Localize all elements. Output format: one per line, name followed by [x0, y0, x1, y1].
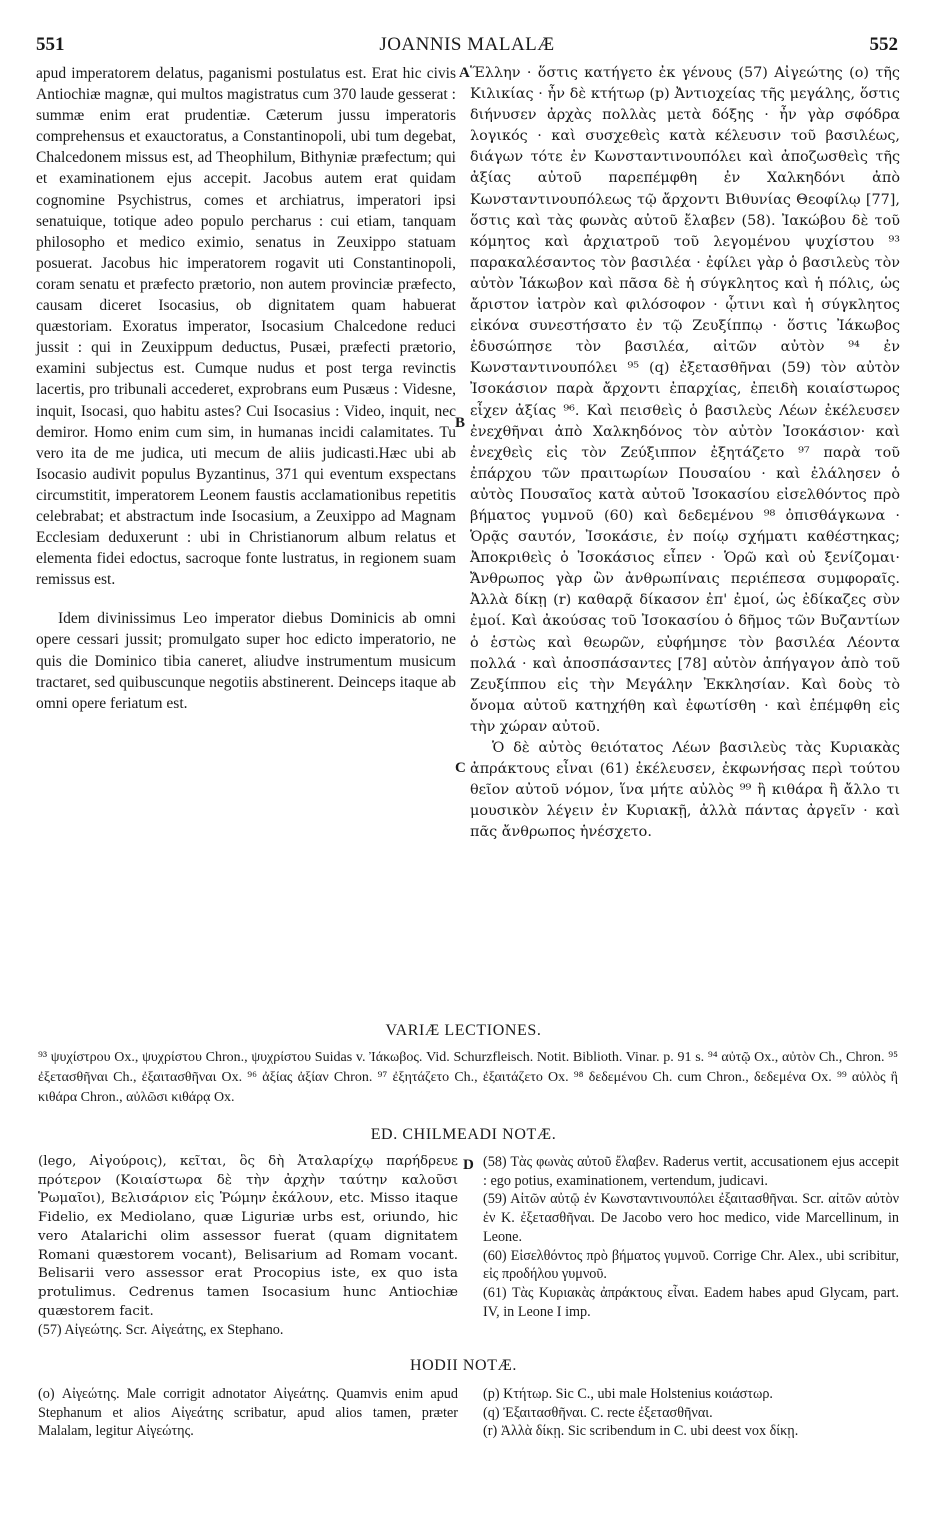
hodii-notes-left — [38, 1385, 458, 1441]
greek-column — [470, 63, 900, 843]
greek-paragraph: Ἕλλην · ὅστις κατήγετο ἐκ γένους (57) Αἰγεώτης (o) τῆς Κιλικίας · ἦν δὲ κτήτωρ (p) Ἀντιοχείας τῆς μεγάλης, ὅστις διήνυσεν ἀρχὰς πολλὰς μετὰ δόξης · ἦν γὰρ σφόδρα λογικός · καὶ συσχεθεὶς κατὰ κέλευσιν τοῦ βασιλέως, διάγων τότε ἐν Κωνσταντινουπόλει καὶ ἀποζωσθεὶς τῆς ἀξίας αὐτοῦ παρεπέμφθη ἐν Χαλκηδόνι ἀπὸ Κωνσταντινουπόλεως τῷ ἄρχοντι Βιθυνίας Θεοφίλῳ [77], ὅστις καὶ τὰς φωνὰς αὐτοῦ ἔλαβεν (58). Ἰακώβου δὲ τοῦ κόμητος καὶ ἀρχιατροῦ τοῦ λεγομένου ψυχίστου ⁹³ παρακαλέσαντος τὸν βασιλέα · ἐφίλει γὰρ ὁ βασιλεὺς τὸν αὐτὸν Ἰάκωβον καὶ πᾶσα δὲ ἡ σύγκλητος καὶ ἡ πόλις, ὡς ἄριστον ἰατρὸν καὶ φιλόσοφον · ᾧτινι καὶ ἡ σύγκλητος εἰκόνα συνεστήσατο ἐν τῷ Ζευξίππῳ · ὅστις Ἰάκωβος ἐδυσώπησε τὸν βασιλέα, αἰτῶν αὐτὸν ⁹⁴ ἐν Κωνσταντινουπόλει ⁹⁵ (q) ἐξετασθῆναι (59) τὸν αὐτὸν Ἰσοκάσιον παρὰ ἄρχοντι ἐπαρχίας, ἐπειδὴ κοιαίστωρος εἶχεν ἀξίας ⁹⁶. Καὶ πεισθεὶς ὁ βασιλεὺς Λέων ἐκέλευσεν ἐνεχθῆναι ἀπὸ Χαλκηδόνος τὸν αὐτὸν Ἰσοκάσιον· καὶ ἐνεχθεὶς εἰς τὸν Ζεύξιππον ἐξητάζετο ⁹⁷ παρὰ τοῦ ἐπάρχου τῶν πραιτωρίων Πουσαίου · καὶ ἐλάλησεν ὁ αὐτὸς Πουσαῖος κατὰ αὐτοῦ Ἰσοκασίου εἰσελθόντος πρὸ βήματος γυμνοῦ (60) καὶ δεδεμένου ⁹⁸ ὀπισθάγκωνα · Ὁρᾷς σαυτόν, Ἰσοκάσιε, ἐν ποίῳ σχήματι καθέστηκας; Ἀποκριθεὶς ὁ Ἰσοκάσιος εἶπεν · Ὁρῶ καὶ οὐ ξενίζομαι· Ἄνθρωπος γὰρ ὢν ἀνθρωπίναις περιέπεσα συμφοραῖς. Ἀλλὰ δίκῃ (r) καθαρᾷ δίκασον ἐπ' ἐμοί, ὡς ἐδίκαζες σὺν ἐμοί. Καὶ ἀκούσας τοῦ Ἰσοκασίου ὁ δῆμος τῶν Βυζαντίων ὁ ἑστὼς καὶ θεωρῶν, εὐφήμησε τὸν βασιλέα Λέοντα πολλά · καὶ ἀποσπάσαντες [78] αὐτὸν ἀπήγαγον ἀπὸ τοῦ Ζευξίππου εἰς τὴν Μεγάλην Ἐκκλησίαν. Καὶ δοὺς τὸ ὄνομα αὐτοῦ κατηχήθη καὶ ἐφωτίσθη · καὶ ἐπέμφθη εἰς τὴν χώραν αὐτοῦ. — [470, 65, 900, 735]
note-paragraph: (61) Τὰς Κυριακὰς ἀπράκτους εἶναι. Eadem habes apud Glycam, part. IV, in Leone I imp. — [483, 1284, 899, 1320]
note-paragraph: (p) Κτήτωρ. Sic C., ubi male Holstenius κοιάστωρ. — [483, 1386, 773, 1402]
latin-column — [36, 63, 456, 714]
note-paragraph: (o) Αἰγεώτης. Male corrigit adnotator Αἰγεάτης. Quamvis enim apud Stephanum et alios Αἰγεάτης scribatur, apud alios tamen, præter Malalam, legitur Αἰγεώτης. — [38, 1386, 458, 1440]
note-paragraph: (59) Αἰτῶν αὐτῷ ἐν Κωνσταντινουπόλει ἐξαιτασθῆναι. Scr. αἰτῶν αὐτὸν ἐν Κ. ἐξετασθῆναι. De Jacobo vero hoc medico, vide Marcellinum, in Leone. — [483, 1191, 899, 1245]
greek-paragraph: Ὁ δὲ αὐτὸς θειότατος Λέων βασιλεὺς τὰς Κυριακὰς ἀπράκτους εἶναι (61) ἐκέλευσεν, ἐκφωνήσας περὶ τούτου θεῖον αὐτοῦ νόμον, ἵνα μήτε αὐλὸς ⁹⁹ ἢ κιθάρα ἢ ἄλλο τι μουσικὸν λέγειν ἐν Κυριακῇ, ἀλλὰ πάντας ἀργεῖν · καὶ πᾶς ἄνθρωπος ἡνέσχετο. — [470, 740, 900, 841]
chilmead-notes-heading: ED. CHILMEADI NOTÆ. — [370, 1126, 557, 1143]
chilmead-notes-right — [483, 1153, 899, 1321]
margin-letter-c: C — [455, 760, 466, 776]
latin-paragraph: apud imperatorem delatus, paganismi postulatus est. Erat hic civis Antiochiæ magnæ, qui multos magistratus cum 370 laude gesserat : summæ enim erat prudentiæ. Cæterum jussu imperatoris comprehensus et exauctoratus, a Constantinopoli, ubi tum degebat, Chalcedonem missus est, ad Theophilum, Bithyniæ præfectum; qui et examinationem ejus accepit. Jacobus autem erat quidam cognomine Psychistrus, comes et archiatrus, imperatori ipsi senatuique, totique adeo populo percharus : cui etiam, tanquam philosopho et medico eximio, senatus in Zeuxippo statuam posuerat. Jacobus hic imperatorem rogavit uti Constantinopoli, coram senatu et præfecto prætorio, non autem provinciæ præfecto, causam diceret Isocasius, ob dignitatem quam habuerat quæstoriam. Exoratus imperator, Isocasium Chalcedone reduci jussit : qui in Zeuxippum deductus, Pusæi, præfecti prætorio, examini subjectus est. Cumque nudus et post terga revinctis lacertis, pro tribunali accederet, exprobrans eum Pusæus : Videsne, inquit, Isocasi, quo habitu astes? Cui Isocasius : Video, inquit, nec demiror. Homo enim cum sim, in humanas incidi calamitates. Tu vero ita de me judica, uti mecum de aliis judicasti.Hæc ubi ab Isocasio audivit populus Byzantinus, 371 qui eventum exspectans circumstitit, imperatorem Leonem faustis acclamationibus repetitis celebrabat; et abstractum inde Isocasium, a Zeuxippo ad Magnam Ecclesiam deduxerunt : ubi in Christianorum album relatus et elementa fidei edoctus, sacroque fonte lustratus, in regionem suam remissus est. — [36, 65, 456, 589]
note-paragraph: (58) Τὰς φωνὰς αὐτοῦ ἔλαβεν. Raderus vertit, accusationem ejus accepit : ego potius, examinationem, vertendum, judicavi. — [483, 1154, 899, 1189]
hodii-notes-right — [483, 1385, 899, 1441]
margin-letter-a: A — [459, 65, 470, 81]
note-paragraph: (lego, Αἰγούροις), κεῖται, ὃς δὴ Ἀταλαρίχῳ παρήδρευε πρότερον (Κοιαίστωρα δὲ τὴν ἀρχὴν ταύτην καλοῦσι Ῥωμαῖοι), Βελισάριον εἰς Ῥώμην ἐκάλουν, etc. Misso itaque Fidelio, ex Mediolano, quæ Liguriæ urbs est, oriundo, hic vero Atalarichi olim assessor fuerat (quam dignitatem Romani quæstorem vocant), Belisarium ad Romam vocant. Belisarii vero assessor erat Procopius iste, ex quo ista protulimus. Cedrenus tamen Isocasium hunc Antiochiæ quæstorem facit. — [38, 1154, 458, 1319]
page-number-right: 552 — [869, 34, 898, 55]
note-paragraph: (q) Ἐξαιτασθῆναι. C. recte ἐξετασθῆναι. — [483, 1404, 713, 1421]
note-paragraph: (57) Αἰγεώτης. Scr. Αἰγεάτης, ex Stephano. — [38, 1322, 284, 1339]
variae-lectiones-heading: VARIÆ LECTIONES. — [385, 1022, 542, 1039]
margin-letter-b: B — [455, 415, 466, 431]
latin-paragraph: Idem divinissimus Leo imperator diebus Dominicis ab omni opere cessari jussit; promulgato super hoc edicto imperatorio, ne quis die Dominico tibia caneret, aliudve instrumentum musicum tractaret, sed quibuscunque negotiis abstinerent. Deinceps itaque ab omni opere feriatum est. — [36, 610, 456, 712]
margin-letter-d: D — [463, 1157, 474, 1173]
note-paragraph: (60) Εἰσελθόντος πρὸ βήματος γυμνοῦ. Corrige Chr. Alex., ubi scribitur, εἰς προδήλου γυμνοῦ. — [483, 1247, 899, 1283]
note-paragraph: (r) Ἀλλὰ δίκῃ. Sic scribendum in C. ubi deest vox δίκῃ. — [483, 1423, 799, 1440]
variae-lectiones-text: ⁹³ ψυχίστρου Ox., ψυχρίστου Chron., ψυχρίστου Suidas v. Ἰάκωβος. Vid. Schurzfleisch. Notit. Biblioth. Vinar. p. 91 s. ⁹⁴ αὐτῷ Ox., αὐτὸν Ch., Chron. ⁹⁵ ἐξετασθῆναι Ch., ἐξαιτασθῆναι Ox. ⁹⁶ ἀξίας ἀξίαν Chron. ⁹⁷ ἐξητάζετο Ch., ἐξαιτάζετο Ox. ⁹⁸ δεδεμένου Ch. cum Chron., δεδεμένα Ox. ⁹⁹ αὐλὸς ἢ κιθάρα Chron., αὐλῶσι κιθάρᾳ Ox. — [38, 1050, 898, 1105]
page-number-left: 551 — [36, 34, 65, 55]
running-title: JOANNIS MALALÆ — [379, 34, 555, 55]
page-header — [36, 34, 898, 60]
hodii-notes-heading: HODII NOTÆ. — [409, 1357, 518, 1374]
chilmead-notes-left — [38, 1153, 458, 1340]
